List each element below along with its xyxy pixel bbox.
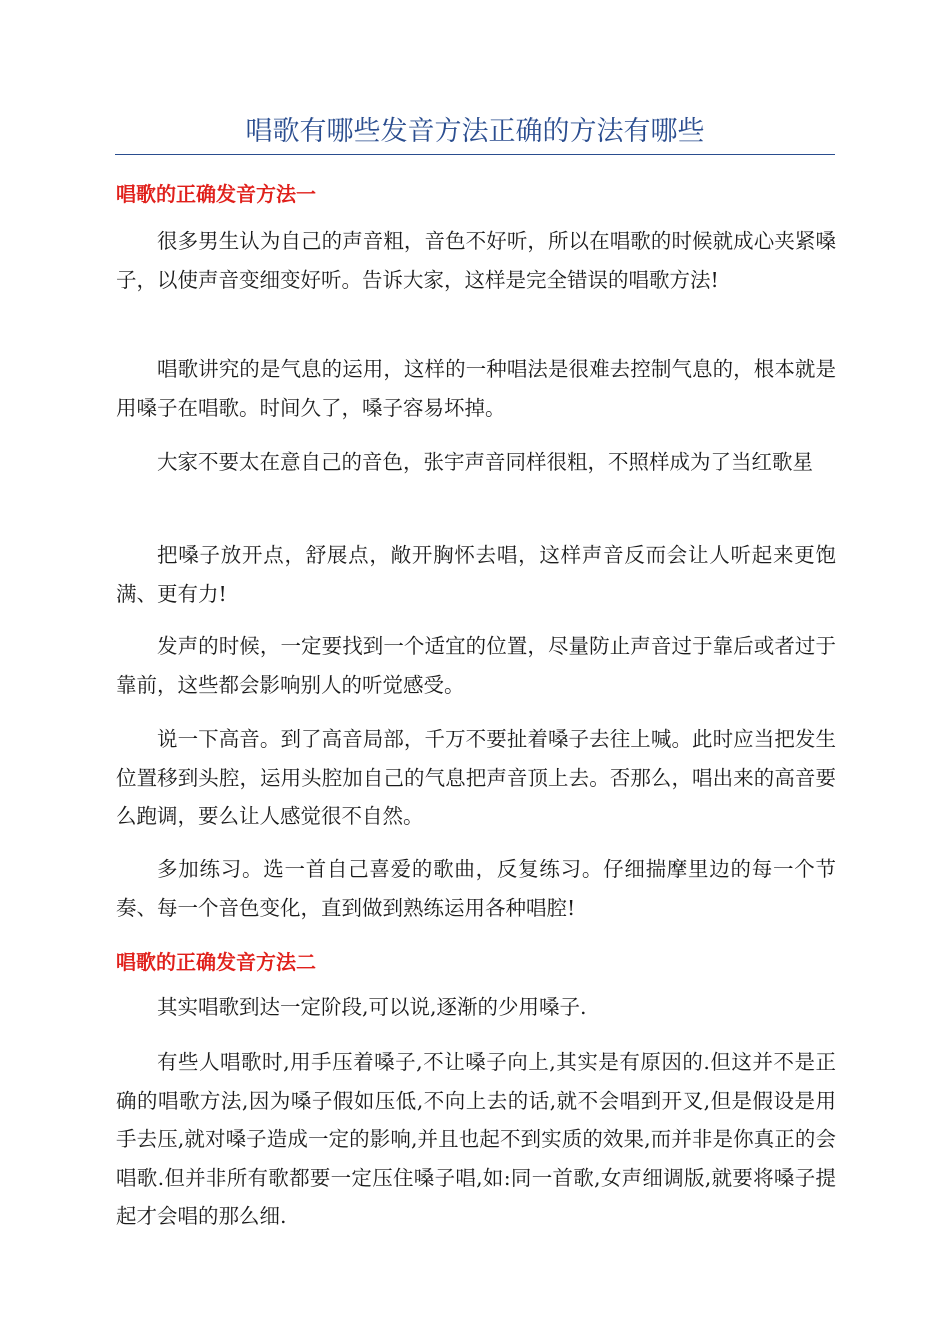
paragraph-1-7: 多加练习。选一首自己喜爱的歌曲，反复练习。仔细揣摩里边的每一个节奏、每一个音色变化，直到做到熟练运用各种唱腔! xyxy=(116,857,836,920)
page-title: 唱歌有哪些发音方法正确的方法有哪些 xyxy=(245,116,705,147)
paragraph-1-6: 说一下高音。到了高音局部，千万不要扯着嗓子去往上喊。此时应当把发生位置移到头腔，运用头腔加自己的气息把声音顶上去。否那么，唱出来的高音要么跑调，要么让人感觉很不自然。 xyxy=(116,727,836,828)
title-divider xyxy=(115,154,835,155)
paragraph-2-2: 有些人唱歌时,用手压着嗓子,不让嗓子向上,其实是有原因的.但这并不是正确的唱歌方法,因为嗓子假如压低,不向上去的话,就不会唱到开叉,但是假设是用手去压,就对嗓子造成一定的影响,并且也起不到实质的效果,而并非是你真正的会唱歌.但并非所有歌都要一定压住嗓子唱,如:同一首歌,女声细调版,就要将嗓子提起才会唱的那么细. xyxy=(116,1050,836,1228)
section-heading-2: 唱歌的正确发音方法二 xyxy=(116,950,316,974)
paragraph-2-1: 其实唱歌到达一定阶段,可以说,逐渐的少用嗓子. xyxy=(157,995,587,1019)
paragraph-1-5: 发声的时候，一定要找到一个适宜的位置，尽量防止声音过于靠后或者过于靠前，这些都会影响别人的听觉感受。 xyxy=(116,634,836,697)
paragraph-1-1: 很多男生认为自己的声音粗，音色不好听，所以在唱歌的时候就成心夹紧嗓子，以使声音变细变好听。告诉大家，这样是完全错误的唱歌方法! xyxy=(116,229,836,292)
section-heading-1: 唱歌的正确发音方法一 xyxy=(116,182,316,206)
paragraph-1-3: 大家不要太在意自己的音色，张宇声音同样很粗，不照样成为了当红歌星 xyxy=(157,450,813,474)
paragraph-1-4: 把嗓子放开点，舒展点，敞开胸怀去唱，这样声音反而会让人听起来更饱满、更有力! xyxy=(116,543,836,606)
paragraph-1-2: 唱歌讲究的是气息的运用，这样的一种唱法是很难去控制气息的，根本就是用嗓子在唱歌。时间久了，嗓子容易坏掉。 xyxy=(116,357,836,420)
